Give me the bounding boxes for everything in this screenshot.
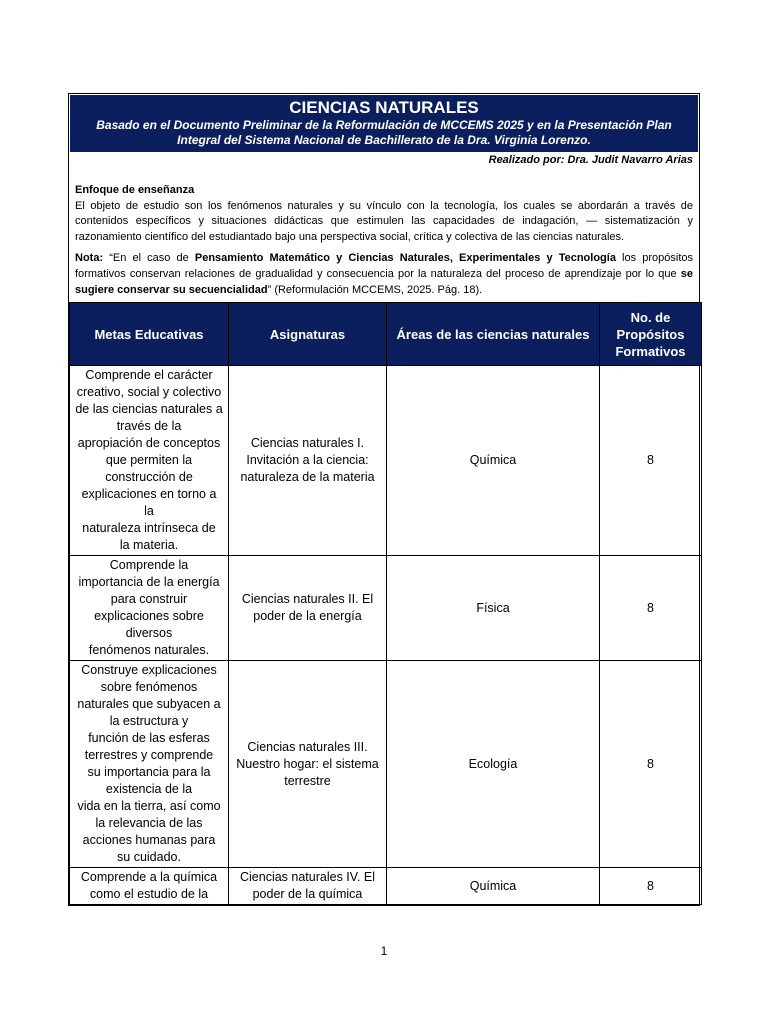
table-header-row xyxy=(70,303,702,366)
cell-area: Química xyxy=(387,868,600,905)
cell-area: Ecología xyxy=(387,661,600,868)
header-asignaturas: Asignaturas xyxy=(229,303,387,366)
cell-meta: Comprende el carácter creativo, social y colectivo de las ciencias naturales a través de la apropiación de conceptos que permiten la construcción de explicaciones en torno a la naturaleza intrínseca de la materia. xyxy=(70,366,229,556)
note-paragraph xyxy=(69,245,699,302)
cell-asignatura: Ciencias naturales IV. El poder de la química xyxy=(229,868,387,905)
cell-propositos: 8 xyxy=(600,556,702,661)
table-row xyxy=(70,661,702,868)
cell-propositos: 8 xyxy=(600,661,702,868)
table-row xyxy=(70,366,702,556)
cell-area: Física xyxy=(387,556,600,661)
table-row xyxy=(70,556,702,661)
note-label: Nota: xyxy=(75,252,104,265)
cell-propositos: 8 xyxy=(600,366,702,556)
header-areas: Áreas de las ciencias naturales xyxy=(387,303,600,366)
cell-asignatura: Ciencias naturales III. Nuestro hogar: el sistema terrestre xyxy=(229,661,387,868)
cell-meta: Construye explicaciones sobre fenómenos naturales que subyacen a la estructura y función de las esferas terrestres y comprende su importancia para la existencia de la vida en la tierra, así como la relevancia de las acciones humanas para su cuidado. xyxy=(70,661,229,868)
author-credit: Realizado por: Dra. Judit Navarro Arias xyxy=(488,154,693,166)
note-bold-2: se sugiere conservar su secuencialidad xyxy=(75,267,693,296)
note-text-3: ” (Reformulación MCCEMS, 2025. Pág. 18). xyxy=(267,283,483,296)
page-title: CIENCIAS NATURALES xyxy=(289,98,479,117)
cell-asignatura: Ciencias naturales I. Invitación a la ciencia: naturaleza de la materia xyxy=(229,366,387,556)
page-number: 1 xyxy=(380,944,388,958)
cell-meta: Comprende a la química como el estudio de la xyxy=(70,868,229,905)
enfoque-heading: Enfoque de enseñanza xyxy=(75,184,195,196)
title-banner xyxy=(70,95,698,152)
note-text-2: los propósitos formativos conservan relaciones de gradualidad y consecuencia por la naturaleza del proceso de aprendizaje por lo que xyxy=(75,252,693,280)
enfoque-body: El objeto de estudio son los fenómenos naturales y su vínculo con la tecnología, los cuales se abordarán a través de contenidos específicos y situaciones didácticas que estimulen las capacidades de indagación, — sistematización y razonamiento científico del estudiantado bajo una perspectiva social, crítica y colectiva de las ciencias naturales. xyxy=(75,199,693,243)
table-row xyxy=(70,868,702,905)
document-frame xyxy=(68,93,700,906)
note-text-1: “En el caso de xyxy=(103,252,195,265)
header-propositos: No. de Propósitos Formativos xyxy=(600,303,702,366)
cell-propositos: 8 xyxy=(600,868,702,905)
note-bold-1: Pensamiento Matemático y Ciencias Naturales, Experimentales y Tecnología xyxy=(194,252,616,265)
header-metas: Metas Educativas xyxy=(70,303,229,366)
cell-meta: Comprende la importancia de la energía para construir explicaciones sobre diversos fenómenos naturales. xyxy=(70,556,229,661)
enfoque-section xyxy=(69,167,699,245)
cell-area: Química xyxy=(387,366,600,556)
metas-table xyxy=(69,302,702,905)
page-subtitle: Basado en el Documento Preliminar de la Reformulación de MCCEMS 2025 y en la Presentación Plan Integral del Sistema Nacional de Bachillerato de la Dra. Virginia Lorenzo. xyxy=(96,118,672,147)
cell-asignatura: Ciencias naturales II. El poder de la energía xyxy=(229,556,387,661)
